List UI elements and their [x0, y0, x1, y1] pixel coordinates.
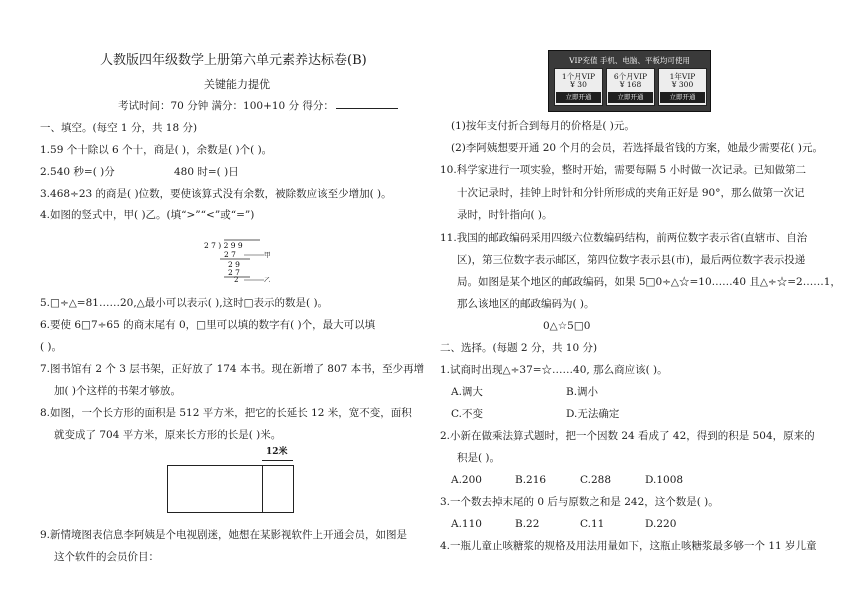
open-now-button[interactable]: 立即开通	[660, 92, 705, 103]
question-11d: 那么该地区的邮政编码为( )。	[457, 298, 595, 310]
vip-price-panel	[548, 50, 711, 112]
open-now-button[interactable]: 立即开通	[608, 92, 653, 103]
open-now-button[interactable]: 立即开通	[556, 92, 601, 103]
question-9-1: (1)按年支付折合到每月的价格是( )元。	[451, 120, 635, 132]
extension-rectangle	[262, 465, 294, 513]
question-2b: 480 时=( )日	[174, 166, 239, 178]
section-fill-in: 一、填空。(每空 1 分，共 18 分)	[40, 122, 198, 134]
question-10b: 十次记录时，挂钟上时针和分针所形成的夹角正好是 90°，那么做第一次记	[457, 187, 805, 199]
choice-2-option-c[interactable]: C.288	[580, 474, 612, 486]
choice-3-option-d[interactable]: D.220	[645, 518, 677, 530]
vip-card-name: 6个月VIP	[613, 72, 648, 81]
question-9a: 9.新情境图表信息李阿姨是个电视剧迷，她想在某影视软件上开通会员，如图是	[40, 529, 408, 541]
question-7b: 加( )个这样的书架才够放。	[54, 385, 182, 397]
choice-1-option-a[interactable]: A.调大	[451, 386, 483, 398]
postal-code-figure: 0△☆5□0	[543, 320, 591, 332]
question-7a: 7.图书馆有 2 个 3 层书架，正好放了 174 本书。现在新增了 807 本书，至少再增	[40, 363, 425, 375]
vip-card-1year	[658, 68, 707, 106]
question-8a: 8.如图，一个长方形的面积是 512 平方米，把它的长延长 12 米，宽不变，面积	[40, 407, 412, 419]
vip-header: VIP充值 手机、电脑、平板均可使用	[569, 56, 690, 65]
question-6a: 6.要使 6□7÷65 的商末尾有 0，□里可以填的数字有( )个，最大可以填	[40, 319, 376, 331]
division-line-3: 2 9	[228, 260, 240, 269]
question-10c: 录时，时针指向( )。	[457, 209, 553, 221]
question-10a: 10.科学家进行一项实验，整时开始，需要每隔 5 小时做一次记录。已知做第二	[440, 164, 807, 176]
division-line-2: 2 7	[224, 250, 236, 259]
choice-1-option-c[interactable]: C.不变	[451, 408, 483, 420]
jia-label: 甲	[264, 251, 271, 259]
section-choice: 二、选择。(每题 2 分，共 10 分)	[440, 342, 598, 354]
vip-card-price: ¥ 168	[619, 80, 642, 89]
division-line-5: 2	[234, 276, 239, 282]
score-blank[interactable]	[336, 98, 398, 109]
choice-2-option-a[interactable]: A.200	[451, 474, 482, 486]
question-11c: 局。如图是某个地区的邮政编码，如果 5□0÷△☆=10……40 且△÷☆=2……1，	[457, 276, 841, 288]
paper-subtitle: 关键能力提优	[204, 78, 270, 91]
question-4: 4.如图的竖式中，甲( )乙。(填“>”“<”或“=”)	[40, 209, 255, 221]
question-9-2: (2)李阿姨想要开通 20 个月的会员，若选择最省钱的方案，她最少需要花( )元。	[451, 142, 823, 154]
choice-2-option-d[interactable]: D.1008	[645, 474, 684, 486]
question-11b: 区)，第三位数字表示邮区，第四位数字表示县(市)，最后两位数字表示投递	[457, 254, 806, 266]
vip-card-6month	[606, 68, 655, 106]
question-8b: 就变成了 704 平方米，原来长方形的长是( )米。	[54, 429, 282, 441]
question-3: 3.468÷23 的商是( )位数，要使该算式没有余数，被除数应该至少增加( )。	[40, 188, 392, 200]
choice-2a: 2.小新在做乘法算式题时，把一个因数 24 看成了 42，得到的积是 504，原来的	[440, 430, 815, 442]
vip-card-name: 1年VIP	[669, 72, 696, 81]
vip-card-price: ¥ 30	[570, 80, 587, 89]
exam-info-text: 考试时间：70 分钟 满分：100+10 分 得分：	[118, 100, 334, 112]
division-line-4: 2 7	[228, 268, 240, 277]
original-rectangle	[167, 465, 263, 513]
extension-length-label: 12米	[266, 447, 288, 457]
choice-2b: 积是( )。	[457, 452, 501, 464]
question-2a: 2.540 秒=( )分	[40, 166, 115, 178]
choice-4: 4.一瓶儿童止咳糖浆的规格及用法用量如下，这瓶止咳糖浆最多够一个 11 岁儿童	[440, 540, 817, 552]
choice-3-option-a[interactable]: A.110	[451, 518, 482, 530]
question-1: 1.59 个十除以 6 个十，商是( )，余数是( )个( )。	[40, 144, 273, 156]
vip-card-name: 1个月VIP	[561, 72, 596, 81]
vip-card-1month	[554, 68, 603, 106]
yi-label: 乙	[264, 276, 271, 282]
choice-3-option-c[interactable]: C.11	[580, 518, 605, 530]
choice-3: 3.一个数去掉末尾的 0 后与原数之和是 242，这个数是( )。	[440, 496, 719, 508]
choice-2-option-b[interactable]: B.216	[515, 474, 547, 486]
extension-measure-line	[262, 460, 293, 461]
question-11a: 11.我国的邮政编码采用四级六位数编码结构，前两位数字表示省(直辖市、自治	[440, 232, 808, 244]
choice-1-option-b[interactable]: B.调小	[566, 386, 599, 398]
question-6b: ( )。	[40, 341, 63, 353]
vip-card-price: ¥ 300	[671, 80, 694, 89]
division-line-1: 2 7 ) 2 9 9	[204, 241, 243, 250]
choice-1-option-d[interactable]: D.无法确定	[566, 408, 620, 420]
exam-info	[118, 98, 398, 113]
choice-1: 1.试商时出现△÷37=☆……40, 那么商应该( )。	[440, 364, 668, 376]
question-5: 5.□÷△=81……20,△最小可以表示( ),这时□表示的数是( )。	[40, 297, 329, 309]
question-9b: 这个软件的会员价目：	[54, 551, 159, 563]
choice-3-option-b[interactable]: B.22	[515, 518, 540, 530]
long-division-figure	[204, 236, 274, 282]
paper-title: 人教版四年级数学上册第六单元素养达标卷(B)	[100, 53, 367, 68]
